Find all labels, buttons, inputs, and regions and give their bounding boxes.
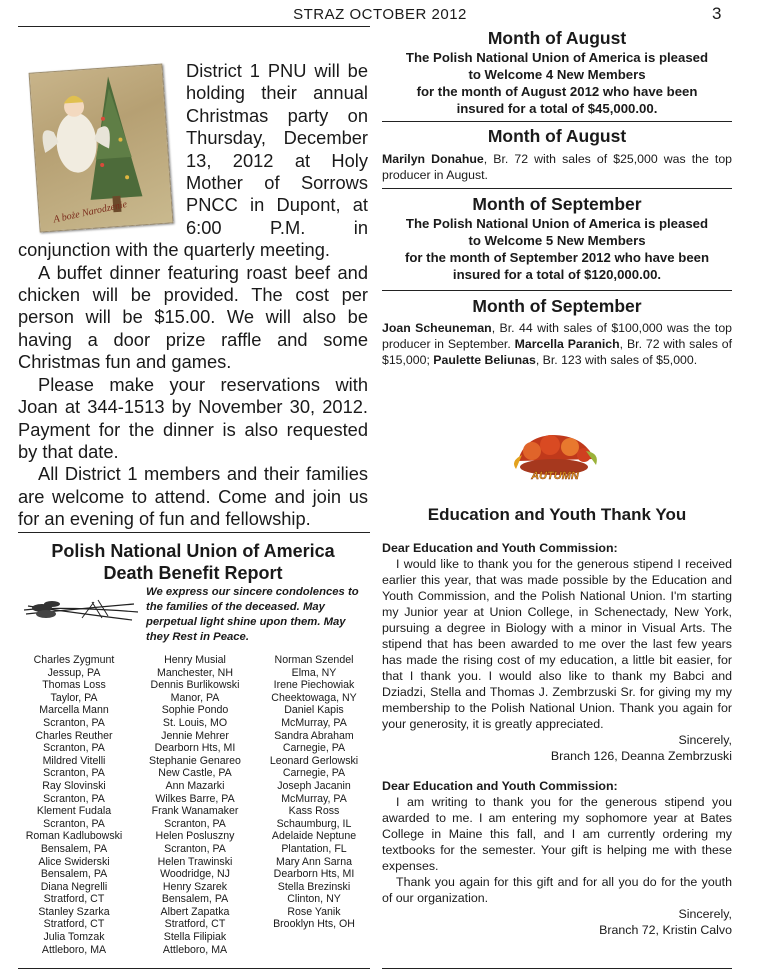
right-rule-1	[382, 121, 732, 122]
thank-you-letter-2	[382, 778, 732, 938]
deceased-name: Daniel Kapis	[284, 704, 344, 717]
deceased-location: Schaumburg, IL	[276, 817, 352, 830]
aug-welcome-body	[382, 49, 732, 117]
deceased-location: Dearborn Hts, MI	[154, 742, 236, 755]
deceased-name: Jennie Mehrer	[161, 729, 229, 742]
autumn-label: AUTUMN	[531, 470, 579, 482]
deceased-location: St. Louis, MO	[162, 716, 228, 729]
deceased-name: Stella Filipiak	[163, 931, 227, 944]
deceased-name: Stephanie Genareo	[149, 754, 241, 767]
deceased-name: Norman Szendel	[274, 654, 354, 666]
sep-top-text-2: , Br. 72 with sales of $15,000;	[382, 337, 733, 367]
deceased-location: Jessup, PA	[47, 666, 101, 679]
letter-2-signature: Branch 72, Kristin Calvo	[599, 923, 732, 937]
right-rule-2	[382, 188, 732, 189]
deceased-location: Scranton, PA	[43, 767, 105, 780]
deceased-name: Diana Negrelli	[40, 880, 108, 893]
deceased-name: Ann Mazarki	[165, 779, 225, 792]
aug-top-producer-name: Marilyn Donahue	[382, 152, 484, 166]
left-bottom-rule	[18, 968, 370, 969]
deceased-column-1	[22, 654, 126, 956]
sep-top-name-2: Marcella Paranich	[514, 337, 620, 351]
deceased-name: Ray Slovinski	[42, 779, 106, 792]
deceased-name: Mildred Vitelli	[42, 754, 106, 767]
deceased-name: Charles Zygmunt	[33, 654, 115, 666]
deceased-name: Charles Reuther	[35, 729, 113, 742]
deceased-location: McMurray, PA	[281, 792, 347, 805]
christmas-party-article	[18, 60, 368, 531]
wheat-sheaf-icon	[22, 592, 140, 628]
deceased-location: Stratford, CT	[43, 893, 105, 906]
deceased-location: Scranton, PA	[164, 842, 226, 855]
letter-2-body-2: Thank you again for this gift and for all you do for the youth of our organization.	[382, 875, 732, 905]
sep-top-name-1: Joan Scheuneman	[382, 321, 492, 335]
aug-welcome-title: Month of August	[487, 28, 627, 48]
christmas-paragraph-3: Please make your reservations with Joan at 344-1513 by November 30, 2012. Payment for the dinner is also requested by that date.	[18, 373, 368, 462]
deceased-name: Stanley Szarka	[38, 905, 110, 918]
deceased-location: Dearborn Hts, MI	[273, 868, 355, 881]
right-rule-3	[382, 290, 732, 291]
deceased-name: Joseph Jacanin	[277, 779, 351, 792]
image-float-spacer	[18, 60, 186, 238]
deceased-location: Taylor, PA	[50, 691, 98, 704]
deceased-name: Leonard Gerlowski	[269, 754, 359, 767]
aug-welcome-line: for the month of August 2012 who have been	[416, 84, 698, 99]
deceased-location: Plantation, FL	[281, 842, 347, 855]
condolence-text: We express our sincere condolences to the families of the deceased. May perpetual light shine upon them. May they Rest in Peace.	[146, 586, 359, 643]
deceased-location: Carnegie, PA	[282, 767, 346, 780]
deceased-location: Bensalem, PA	[40, 868, 108, 881]
letter-1-salutation: Dear Education and Youth Commission:	[382, 541, 618, 555]
deceased-location: New Castle, PA	[158, 767, 232, 780]
deceased-location: Scranton, PA	[43, 716, 105, 729]
sep-welcome-line: The Polish National Union of America is pleased	[405, 216, 709, 231]
deceased-name: Sophie Pondo	[161, 704, 229, 717]
sep-top-body	[382, 320, 732, 368]
left-section-rule	[18, 532, 370, 533]
deceased-name: Alice Swiderski	[38, 855, 110, 868]
card-caption: A boże Narodzenie	[52, 199, 129, 226]
deceased-name: Helen Trawinski	[157, 855, 233, 868]
sep-welcome-body	[382, 215, 732, 283]
christmas-paragraph-2: A buffet dinner featuring roast beef and chicken will be provided. The cost per person will be $15.00. We will also be having a door prize raffle and some Christmas fun and games.	[18, 261, 368, 373]
deceased-name: Helen Posluszny	[155, 830, 235, 843]
aug-top-body	[382, 151, 732, 183]
header-rule-left	[18, 26, 370, 27]
deceased-location: Brooklyn Hts, OH	[273, 918, 355, 931]
sep-welcome-line: to Welcome 5 New Members	[468, 233, 646, 248]
deceased-location: Stratford, CT	[43, 918, 105, 931]
deceased-location: Manchester, NH	[157, 666, 233, 679]
deceased-location: Carnegie, PA	[282, 742, 346, 755]
death-benefit-title-line1: Polish National Union of America	[51, 541, 335, 561]
autumn-clipart	[510, 425, 600, 487]
deceased-location: McMurray, PA	[281, 716, 347, 729]
aug-top-text: , Br. 72 with sales of $25,000 was the top producer in August.	[382, 152, 732, 182]
deceased-name: Thomas Loss	[42, 679, 106, 692]
letter-2-closing: Sincerely,	[678, 907, 732, 921]
deceased-location: Scranton, PA	[43, 792, 105, 805]
deceased-name: Henry Musial	[164, 654, 226, 666]
deceased-location: Wilkes Barre, PA	[155, 792, 235, 805]
deceased-location: Cheektowaga, NY	[271, 691, 357, 704]
deceased-name: Irene Piechowiak	[273, 679, 355, 692]
deceased-location: Bensalem, PA	[161, 893, 229, 906]
deceased-name: Adelaide Neptune	[271, 830, 357, 843]
deceased-name: Rose Yanik	[287, 905, 341, 918]
deceased-name: Klement Fudala	[36, 805, 112, 818]
sep-welcome-line: insured for a total of $120,000.00.	[452, 267, 662, 282]
aug-welcome-line: to Welcome 4 New Members	[468, 67, 646, 82]
right-bottom-rule	[382, 968, 732, 969]
deceased-location: Manor, PA	[170, 691, 220, 704]
aug-welcome-line: The Polish National Union of America is pleased	[405, 50, 709, 65]
sep-welcome-line: for the month of September 2012 who have been	[404, 250, 710, 265]
newsletter-header-title: STRAZ OCTOBER 2012	[293, 6, 467, 23]
deceased-name: Roman Kadlubowski	[25, 830, 123, 843]
deceased-column-3	[262, 654, 366, 931]
christmas-paragraph-4: All District 1 members and their families are welcome to attend. Come and join us for an evening of fun and fellowship.	[18, 463, 368, 530]
deceased-name: Stella Brezinski	[277, 880, 351, 893]
letter-2-salutation: Dear Education and Youth Commission:	[382, 779, 618, 793]
deceased-name: Marcella Mann	[39, 704, 109, 717]
thank-you-letter-1	[382, 540, 732, 764]
page-number: 3	[712, 4, 722, 23]
deceased-location: Stratford, CT	[164, 918, 226, 931]
education-title: Education and Youth Thank You	[427, 505, 687, 524]
deceased-location: Elma, NY	[291, 666, 337, 679]
deceased-location: Attleboro, MA	[41, 943, 107, 956]
sep-top-name-3: Paulette Beliunas	[433, 353, 536, 367]
sep-welcome-title: Month of September	[472, 194, 642, 214]
deceased-name: Mary Ann Sarna	[276, 855, 352, 868]
aug-top-title: Month of August	[487, 126, 627, 146]
sep-top-text-3: , Br. 123 with sales of $5,000.	[535, 353, 698, 367]
sep-top-title: Month of September	[472, 296, 642, 316]
deceased-name: Kass Ross	[288, 805, 340, 818]
deceased-name: Dennis Burlikowski	[150, 679, 240, 692]
deceased-location: Attleboro, MA	[162, 943, 228, 956]
deceased-location: Woodridge, NJ	[160, 868, 230, 881]
deceased-name: Sandra Abraham	[274, 729, 354, 742]
deceased-name: Julia Tomzak	[43, 931, 105, 944]
deceased-location: Scranton, PA	[164, 817, 226, 830]
death-benefit-title-line2: Death Benefit Report	[103, 563, 283, 583]
deceased-name: Frank Wanamaker	[151, 805, 239, 818]
deceased-location: Scranton, PA	[43, 742, 105, 755]
letter-2-body-1: I am writing to thank you for the generous stipend you awarded to me. I am entering my sophomore year at Bates College in Maine this fall, and I am currently ordering my textbooks for the semester. Your gift is helping me with these expenses.	[382, 795, 732, 873]
letter-1-closing: Sincerely,	[678, 733, 732, 747]
deceased-name: Albert Zapatka	[160, 905, 230, 918]
death-benefit-title	[18, 540, 368, 584]
christmas-paragraph-1: District 1 PNU will be holding their annual Christmas party on Thursday, December 13, 2012 at Holy Mother of Sorrows PNCC in Dupont, at 6:00 P.M. in conjunction with the quarterly meeting.	[18, 60, 368, 261]
deceased-name: Henry Szarek	[162, 880, 228, 893]
deceased-column-2	[140, 654, 250, 956]
letter-1-body: I would like to thank you for the generous stipend I received earlier this year, that was made possible by the Education and Youth Commission, and the Polish National Union. I'm starting my Junior year at Union College, in Schenectady, New York, pursuing a degree in Biology with a minor in Visual Arts. The stipend that has been awarded to me over the last few years has made the rising cost of my education, a little bit easier, for that I thank you. I would also like to thank my Babci and Dziadzi, Stella and Thomas J. Zembrzuski Sr. for giving my my membership to the Polish National Union. Thank you again for your generosity, it is greatly appreciated.	[382, 557, 732, 731]
deceased-location: Bensalem, PA	[40, 842, 108, 855]
deceased-location: Scranton, PA	[43, 817, 105, 830]
letter-1-signature: Branch 126, Deanna Zembrzuski	[550, 749, 732, 763]
deceased-location: Clinton, NY	[287, 893, 341, 906]
sep-top-text-1: , Br. 44 with sales of $100,000 was the top producer in September.	[382, 321, 732, 351]
aug-welcome-line: insured for a total of $45,000.00.	[456, 101, 658, 116]
